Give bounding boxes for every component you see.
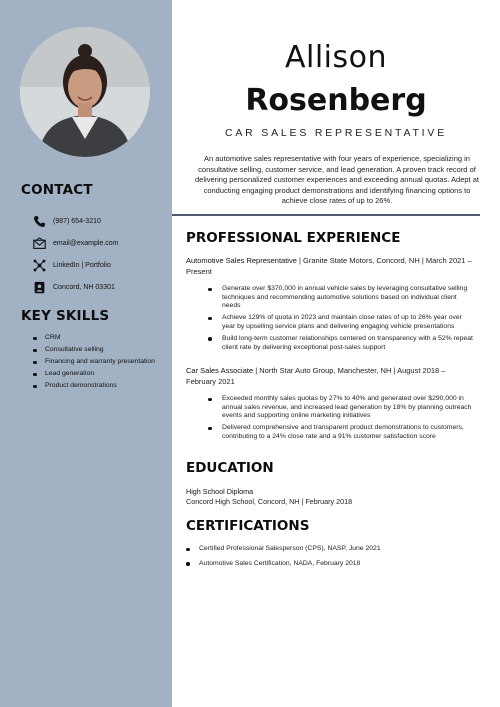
skill-item: Financing and warranty presentation [33, 358, 163, 367]
skill-item: Consultative selling [33, 346, 163, 355]
job-bullet: Delivered comprehensive and transparent product demonstrations to customers, contributing to a 24% close rate and a 91% customer satisfaction score [208, 424, 476, 441]
contact-linkedin-text[interactable]: LinkedIn | Portfolio [53, 261, 111, 269]
last-name: Rosenberg [245, 83, 427, 118]
certification-item: Automotive Sales Certification, NADA, February 2018 [186, 560, 476, 569]
certifications-list [186, 545, 476, 574]
education-heading: EDUCATION [186, 460, 274, 476]
network-icon [32, 258, 46, 272]
location-icon [32, 280, 46, 294]
job-bullets [186, 395, 476, 441]
job-bullet: Achieve 129% of quota in 2023 and maintain close rates of up to 26% year over year by upselling service plans and delivering engaging vehicle presentations [208, 314, 476, 331]
job-entry [186, 366, 476, 445]
email-icon [32, 236, 46, 250]
certification-item: Certified Professional Salesperson (CPS), NASP, June 2021 [186, 545, 476, 554]
skills-heading: KEY SKILLS [21, 308, 110, 324]
skill-item: CRM [33, 334, 163, 343]
contact-heading: CONTACT [21, 182, 93, 198]
divider [172, 214, 480, 216]
contact-phone-text: (987) 654-3210 [53, 217, 101, 225]
job-bullets [186, 285, 476, 352]
job-bullet: Build long-term customer relationships centered on transparency with a 52% repeat client rate by delivering exceptional post-sales support [208, 335, 476, 352]
job-header [186, 366, 476, 387]
job-role: Automotive Sales Representative [186, 256, 297, 265]
contact-email-text[interactable]: email@example.com [53, 239, 119, 247]
skills-list [33, 334, 163, 394]
job-header [186, 256, 476, 277]
degree: High School Diploma [186, 487, 254, 496]
job-details: | Granite State Motors, Concord, NH | March 2021 – Present [186, 256, 472, 276]
profile-photo [20, 27, 150, 157]
job-bullet: Exceeded monthly sales quotas by 27% to 40% and generated over $290,000 in annual sales revenue, and increased lead generation by 18% by planning outreach events and supporting online marketing initiatives [208, 395, 476, 421]
avatar [20, 27, 150, 157]
contact-linkedin[interactable] [32, 254, 118, 276]
certifications-heading: CERTIFICATIONS [186, 518, 310, 534]
contact-email[interactable] [32, 232, 118, 254]
job-title: CAR SALES REPRESENTATIVE [224, 127, 448, 139]
education-entry [186, 487, 476, 506]
contact-location [32, 276, 118, 298]
contact-location-text: Concord, NH 03301 [53, 283, 115, 291]
phone-icon [32, 214, 46, 228]
education-details: Concord High School, Concord, NH | February 2018 [186, 496, 353, 506]
job-entry [186, 256, 476, 356]
skill-item: Lead generation [33, 370, 163, 379]
sidebar [0, 0, 172, 707]
experience-heading: PROFESSIONAL EXPERIENCE [186, 230, 401, 246]
summary: An automotive sales representative with four years of experience, specializing in consultative selling, customer service, and lead generation. A proven track record of delivering personalized customer experiences and exceeding annual quotas. Adept at conducting engaging product demonstrations and identifying financing options to achieve close rates of up to 26%. [195, 154, 479, 205]
main-content [172, 0, 500, 707]
contact-phone [32, 210, 118, 232]
job-bullet: Generate over $370,000 in annual vehicle sales by leveraging consultative selling techniques and recommending automotive solutions based on individual client needs [208, 285, 476, 311]
job-role: Car Sales Associate [186, 366, 254, 375]
contact-list [32, 210, 118, 298]
skill-item: Product demonstrations [33, 382, 163, 391]
job-details: | North Star Auto Group, Manchester, NH | August 2018 – February 2021 [186, 366, 446, 386]
first-name: Allison [284, 40, 388, 75]
